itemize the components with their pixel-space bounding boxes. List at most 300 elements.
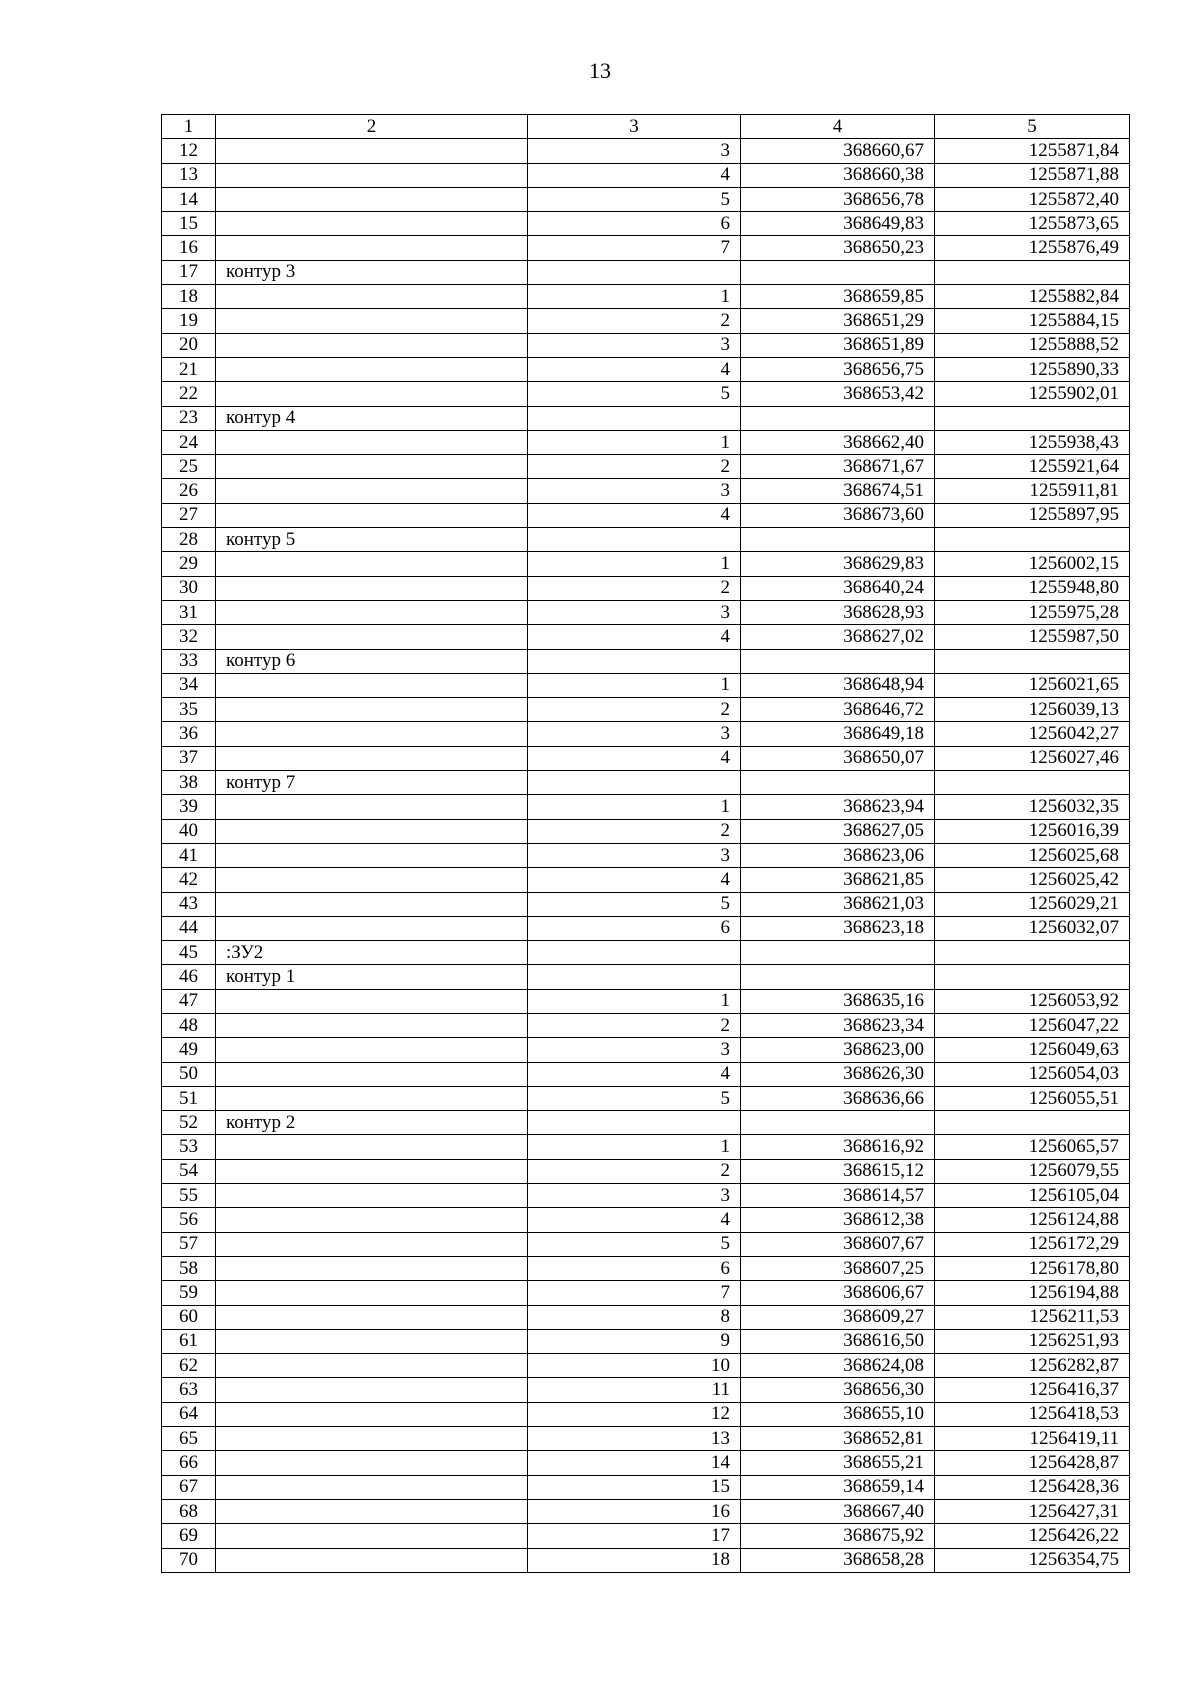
table-row	[162, 892, 1130, 916]
contour-label-cell	[216, 357, 528, 381]
table-row	[162, 1499, 1130, 1523]
x-coordinate-cell	[741, 649, 935, 673]
table-row	[162, 430, 1130, 454]
contour-label-cell	[216, 1013, 528, 1037]
point-number-cell	[528, 406, 741, 430]
x-coordinate-cell: 368646,72	[741, 698, 935, 722]
table-row	[162, 1402, 1130, 1426]
point-number-cell: 1	[528, 552, 741, 576]
point-number-cell	[528, 771, 741, 795]
table-row	[162, 673, 1130, 697]
row-number-cell: 15	[162, 212, 216, 236]
table-row	[162, 309, 1130, 333]
row-number-cell: 44	[162, 916, 216, 940]
table-row	[162, 1135, 1130, 1159]
contour-label-cell: :ЗУ2	[216, 941, 528, 965]
contour-label-cell	[216, 1451, 528, 1475]
y-coordinate-cell: 1256002,15	[935, 552, 1130, 576]
y-coordinate-cell: 1256428,87	[935, 1451, 1130, 1475]
y-coordinate-cell: 1256251,93	[935, 1329, 1130, 1353]
x-coordinate-cell: 368659,85	[741, 285, 935, 309]
point-number-cell: 17	[528, 1524, 741, 1548]
point-number-cell: 5	[528, 1086, 741, 1110]
row-number-cell: 21	[162, 357, 216, 381]
contour-label-cell: контур 1	[216, 965, 528, 989]
contour-label-cell	[216, 1159, 528, 1183]
table-row	[162, 1086, 1130, 1110]
row-number-cell: 40	[162, 819, 216, 843]
point-number-cell: 14	[528, 1451, 741, 1475]
x-coordinate-cell: 368649,18	[741, 722, 935, 746]
x-coordinate-cell: 368626,30	[741, 1062, 935, 1086]
x-coordinate-cell: 368648,94	[741, 673, 935, 697]
y-coordinate-cell: 1256065,57	[935, 1135, 1130, 1159]
row-number-cell: 52	[162, 1111, 216, 1135]
y-coordinate-cell: 1256172,29	[935, 1232, 1130, 1256]
table-row	[162, 1305, 1130, 1329]
point-number-cell: 2	[528, 819, 741, 843]
y-coordinate-cell: 1256049,63	[935, 1038, 1130, 1062]
y-coordinate-cell: 1256416,37	[935, 1378, 1130, 1402]
contour-label-cell	[216, 868, 528, 892]
point-number-cell: 12	[528, 1402, 741, 1426]
y-coordinate-cell: 1256418,53	[935, 1402, 1130, 1426]
y-coordinate-cell	[935, 406, 1130, 430]
point-number-cell	[528, 528, 741, 552]
y-coordinate-cell: 1255921,64	[935, 455, 1130, 479]
point-number-cell: 8	[528, 1305, 741, 1329]
x-coordinate-cell: 368616,50	[741, 1329, 935, 1353]
table-row	[162, 771, 1130, 795]
x-coordinate-cell: 368616,92	[741, 1135, 935, 1159]
row-number-cell: 63	[162, 1378, 216, 1402]
row-number-cell: 35	[162, 698, 216, 722]
contour-label-cell	[216, 1305, 528, 1329]
x-coordinate-cell: 368658,28	[741, 1548, 935, 1572]
table-row	[162, 1208, 1130, 1232]
row-number-cell: 70	[162, 1548, 216, 1572]
contour-label-cell	[216, 1354, 528, 1378]
point-number-cell: 4	[528, 503, 741, 527]
contour-label-cell	[216, 746, 528, 770]
y-coordinate-cell	[935, 941, 1130, 965]
row-number-cell: 37	[162, 746, 216, 770]
point-number-cell: 2	[528, 1013, 741, 1037]
y-coordinate-cell: 1256354,75	[935, 1548, 1130, 1572]
y-coordinate-cell: 1255872,40	[935, 187, 1130, 211]
row-number-cell: 51	[162, 1086, 216, 1110]
y-coordinate-cell: 1256027,46	[935, 746, 1130, 770]
row-number-cell: 54	[162, 1159, 216, 1183]
y-coordinate-cell: 1256054,03	[935, 1062, 1130, 1086]
point-number-cell: 5	[528, 382, 741, 406]
row-number-cell: 20	[162, 333, 216, 357]
point-number-cell: 3	[528, 1184, 741, 1208]
row-number-cell: 56	[162, 1208, 216, 1232]
y-coordinate-cell: 1255897,95	[935, 503, 1130, 527]
row-number-cell: 61	[162, 1329, 216, 1353]
y-coordinate-cell: 1256426,22	[935, 1524, 1130, 1548]
table-row	[162, 455, 1130, 479]
y-coordinate-cell: 1255871,84	[935, 139, 1130, 163]
row-number-cell: 59	[162, 1281, 216, 1305]
point-number-cell: 5	[528, 1232, 741, 1256]
page-number: 13	[589, 58, 611, 83]
row-number-cell: 69	[162, 1524, 216, 1548]
point-number-cell: 5	[528, 892, 741, 916]
contour-label-cell	[216, 1232, 528, 1256]
contour-label-cell	[216, 1208, 528, 1232]
contour-label-cell: контур 3	[216, 260, 528, 284]
x-coordinate-cell: 368623,00	[741, 1038, 935, 1062]
table-row	[162, 357, 1130, 381]
header-col-3: 3	[528, 115, 741, 139]
row-number-cell: 67	[162, 1475, 216, 1499]
x-coordinate-cell: 368653,42	[741, 382, 935, 406]
y-coordinate-cell: 1256029,21	[935, 892, 1130, 916]
contour-label-cell	[216, 285, 528, 309]
header-col-2: 2	[216, 115, 528, 139]
point-number-cell: 3	[528, 333, 741, 357]
table-row	[162, 625, 1130, 649]
x-coordinate-cell: 368651,29	[741, 309, 935, 333]
row-number-cell: 26	[162, 479, 216, 503]
table-row	[162, 1451, 1130, 1475]
y-coordinate-cell	[935, 965, 1130, 989]
row-number-cell: 65	[162, 1427, 216, 1451]
point-number-cell: 2	[528, 455, 741, 479]
y-coordinate-cell: 1255938,43	[935, 430, 1130, 454]
point-number-cell: 4	[528, 357, 741, 381]
contour-label-cell	[216, 1548, 528, 1572]
row-number-cell: 47	[162, 989, 216, 1013]
point-number-cell: 2	[528, 1159, 741, 1183]
x-coordinate-cell: 368615,12	[741, 1159, 935, 1183]
contour-label-cell	[216, 503, 528, 527]
table-row	[162, 819, 1130, 843]
x-coordinate-cell: 368623,34	[741, 1013, 935, 1037]
row-number-cell: 43	[162, 892, 216, 916]
x-coordinate-cell: 368635,16	[741, 989, 935, 1013]
table-row	[162, 212, 1130, 236]
x-coordinate-cell: 368662,40	[741, 430, 935, 454]
y-coordinate-cell: 1256194,88	[935, 1281, 1130, 1305]
y-coordinate-cell	[935, 649, 1130, 673]
y-coordinate-cell	[935, 771, 1130, 795]
contour-label-cell	[216, 819, 528, 843]
table-row	[162, 1013, 1130, 1037]
point-number-cell: 4	[528, 625, 741, 649]
x-coordinate-cell: 368609,27	[741, 1305, 935, 1329]
row-number-cell: 49	[162, 1038, 216, 1062]
point-number-cell: 13	[528, 1427, 741, 1451]
point-number-cell: 1	[528, 795, 741, 819]
point-number-cell: 1	[528, 430, 741, 454]
x-coordinate-cell: 368656,78	[741, 187, 935, 211]
y-coordinate-cell: 1255876,49	[935, 236, 1130, 260]
row-number-cell: 33	[162, 649, 216, 673]
row-number-cell: 62	[162, 1354, 216, 1378]
contour-label-cell	[216, 430, 528, 454]
x-coordinate-cell: 368636,66	[741, 1086, 935, 1110]
contour-label-cell	[216, 1427, 528, 1451]
y-coordinate-cell: 1256124,88	[935, 1208, 1130, 1232]
contour-label-cell	[216, 187, 528, 211]
x-coordinate-cell: 368675,92	[741, 1524, 935, 1548]
point-number-cell	[528, 649, 741, 673]
x-coordinate-cell	[741, 965, 935, 989]
x-coordinate-cell: 368655,21	[741, 1451, 935, 1475]
point-number-cell: 4	[528, 1062, 741, 1086]
x-coordinate-cell: 368623,06	[741, 843, 935, 867]
row-number-cell: 38	[162, 771, 216, 795]
table-row	[162, 916, 1130, 940]
point-number-cell: 3	[528, 139, 741, 163]
row-number-cell: 31	[162, 600, 216, 624]
contour-label-cell	[216, 236, 528, 260]
point-number-cell: 3	[528, 1038, 741, 1062]
table-row	[162, 163, 1130, 187]
row-number-cell: 46	[162, 965, 216, 989]
contour-label-cell	[216, 139, 528, 163]
contour-label-cell	[216, 1402, 528, 1426]
x-coordinate-cell	[741, 1111, 935, 1135]
table-row	[162, 1548, 1130, 1572]
contour-label-cell	[216, 722, 528, 746]
y-coordinate-cell: 1256178,80	[935, 1256, 1130, 1280]
contour-label-cell	[216, 1038, 528, 1062]
point-number-cell: 16	[528, 1499, 741, 1523]
contour-label-cell	[216, 309, 528, 333]
x-coordinate-cell: 368614,57	[741, 1184, 935, 1208]
row-number-cell: 66	[162, 1451, 216, 1475]
row-number-cell: 27	[162, 503, 216, 527]
table-row	[162, 528, 1130, 552]
point-number-cell: 3	[528, 600, 741, 624]
row-number-cell: 29	[162, 552, 216, 576]
contour-label-cell: контур 2	[216, 1111, 528, 1135]
y-coordinate-cell: 1256419,11	[935, 1427, 1130, 1451]
point-number-cell	[528, 941, 741, 965]
y-coordinate-cell: 1255948,80	[935, 576, 1130, 600]
x-coordinate-cell: 368655,10	[741, 1402, 935, 1426]
contour-label-cell	[216, 576, 528, 600]
table-row	[162, 1256, 1130, 1280]
table-row	[162, 1427, 1130, 1451]
point-number-cell: 7	[528, 236, 741, 260]
x-coordinate-cell: 368652,81	[741, 1427, 935, 1451]
table-header-row	[162, 115, 1130, 139]
row-number-cell: 50	[162, 1062, 216, 1086]
row-number-cell: 68	[162, 1499, 216, 1523]
y-coordinate-cell: 1256428,36	[935, 1475, 1130, 1499]
table-row	[162, 1354, 1130, 1378]
point-number-cell: 1	[528, 285, 741, 309]
contour-label-cell	[216, 212, 528, 236]
y-coordinate-cell: 1255871,88	[935, 163, 1130, 187]
contour-label-cell	[216, 892, 528, 916]
contour-label-cell	[216, 1062, 528, 1086]
y-coordinate-cell: 1256079,55	[935, 1159, 1130, 1183]
row-number-cell: 48	[162, 1013, 216, 1037]
row-number-cell: 16	[162, 236, 216, 260]
row-number-cell: 34	[162, 673, 216, 697]
y-coordinate-cell: 1256055,51	[935, 1086, 1130, 1110]
point-number-cell: 11	[528, 1378, 741, 1402]
table-row	[162, 1329, 1130, 1353]
x-coordinate-cell	[741, 528, 935, 552]
table-row	[162, 722, 1130, 746]
x-coordinate-cell: 368629,83	[741, 552, 935, 576]
row-number-cell: 55	[162, 1184, 216, 1208]
point-number-cell: 2	[528, 698, 741, 722]
x-coordinate-cell: 368628,93	[741, 600, 935, 624]
y-coordinate-cell	[935, 528, 1130, 552]
table-row	[162, 965, 1130, 989]
y-coordinate-cell: 1256053,92	[935, 989, 1130, 1013]
row-number-cell: 57	[162, 1232, 216, 1256]
point-number-cell: 1	[528, 989, 741, 1013]
x-coordinate-cell: 368651,89	[741, 333, 935, 357]
row-number-cell: 30	[162, 576, 216, 600]
point-number-cell: 6	[528, 916, 741, 940]
x-coordinate-cell: 368612,38	[741, 1208, 935, 1232]
table-row	[162, 941, 1130, 965]
row-number-cell: 58	[162, 1256, 216, 1280]
row-number-cell: 19	[162, 309, 216, 333]
point-number-cell: 3	[528, 843, 741, 867]
contour-label-cell: контур 7	[216, 771, 528, 795]
x-coordinate-cell: 368607,25	[741, 1256, 935, 1280]
point-number-cell: 5	[528, 187, 741, 211]
contour-label-cell	[216, 1475, 528, 1499]
table-row	[162, 1524, 1130, 1548]
table-row	[162, 1111, 1130, 1135]
table-row	[162, 187, 1130, 211]
y-coordinate-cell: 1256042,27	[935, 722, 1130, 746]
y-coordinate-cell: 1256282,87	[935, 1354, 1130, 1378]
x-coordinate-cell	[741, 406, 935, 430]
point-number-cell: 6	[528, 212, 741, 236]
y-coordinate-cell: 1256025,68	[935, 843, 1130, 867]
header-col-4: 4	[741, 115, 935, 139]
contour-label-cell	[216, 916, 528, 940]
contour-label-cell	[216, 989, 528, 1013]
row-number-cell: 42	[162, 868, 216, 892]
row-number-cell: 28	[162, 528, 216, 552]
y-coordinate-cell: 1255882,84	[935, 285, 1130, 309]
y-coordinate-cell	[935, 1111, 1130, 1135]
y-coordinate-cell: 1255987,50	[935, 625, 1130, 649]
x-coordinate-cell: 368656,75	[741, 357, 935, 381]
row-number-cell: 45	[162, 941, 216, 965]
contour-label-cell	[216, 1086, 528, 1110]
x-coordinate-cell: 368673,60	[741, 503, 935, 527]
contour-label-cell	[216, 382, 528, 406]
table-row	[162, 1038, 1130, 1062]
x-coordinate-cell	[741, 771, 935, 795]
table-row	[162, 576, 1130, 600]
table-row	[162, 600, 1130, 624]
x-coordinate-cell: 368659,14	[741, 1475, 935, 1499]
row-number-cell: 12	[162, 139, 216, 163]
contour-label-cell	[216, 1524, 528, 1548]
row-number-cell: 25	[162, 455, 216, 479]
y-coordinate-cell: 1256039,13	[935, 698, 1130, 722]
row-number-cell: 39	[162, 795, 216, 819]
table-row	[162, 139, 1130, 163]
row-number-cell: 24	[162, 430, 216, 454]
table-row	[162, 1159, 1130, 1183]
contour-label-cell	[216, 698, 528, 722]
row-number-cell: 36	[162, 722, 216, 746]
table-row	[162, 503, 1130, 527]
table-row	[162, 1232, 1130, 1256]
y-coordinate-cell: 1256032,07	[935, 916, 1130, 940]
point-number-cell: 1	[528, 1135, 741, 1159]
point-number-cell: 18	[528, 1548, 741, 1572]
row-number-cell: 17	[162, 260, 216, 284]
contour-label-cell	[216, 1256, 528, 1280]
point-number-cell: 4	[528, 746, 741, 770]
contour-label-cell	[216, 455, 528, 479]
point-number-cell: 2	[528, 309, 741, 333]
point-number-cell: 6	[528, 1256, 741, 1280]
x-coordinate-cell: 368650,23	[741, 236, 935, 260]
point-number-cell: 7	[528, 1281, 741, 1305]
x-coordinate-cell: 368667,40	[741, 1499, 935, 1523]
table-row	[162, 552, 1130, 576]
x-coordinate-cell: 368660,67	[741, 139, 935, 163]
x-coordinate-cell: 368674,51	[741, 479, 935, 503]
x-coordinate-cell	[741, 941, 935, 965]
y-coordinate-cell: 1255911,81	[935, 479, 1130, 503]
point-number-cell: 4	[528, 868, 741, 892]
x-coordinate-cell: 368627,02	[741, 625, 935, 649]
table-row	[162, 1062, 1130, 1086]
contour-label-cell	[216, 1184, 528, 1208]
contour-label-cell	[216, 1329, 528, 1353]
point-number-cell	[528, 965, 741, 989]
table-row	[162, 795, 1130, 819]
x-coordinate-cell: 368627,05	[741, 819, 935, 843]
y-coordinate-cell: 1255890,33	[935, 357, 1130, 381]
row-number-cell: 22	[162, 382, 216, 406]
row-number-cell: 18	[162, 285, 216, 309]
y-coordinate-cell: 1256025,42	[935, 868, 1130, 892]
contour-label-cell	[216, 479, 528, 503]
contour-label-cell	[216, 600, 528, 624]
x-coordinate-cell: 368621,03	[741, 892, 935, 916]
x-coordinate-cell: 368671,67	[741, 455, 935, 479]
table-row	[162, 989, 1130, 1013]
x-coordinate-cell: 368623,94	[741, 795, 935, 819]
x-coordinate-cell: 368606,67	[741, 1281, 935, 1305]
table-row	[162, 285, 1130, 309]
contour-label-cell: контур 4	[216, 406, 528, 430]
y-coordinate-cell: 1256032,35	[935, 795, 1130, 819]
row-number-cell: 41	[162, 843, 216, 867]
table-body	[162, 139, 1130, 1573]
y-coordinate-cell: 1255884,15	[935, 309, 1130, 333]
point-number-cell: 1	[528, 673, 741, 697]
table-row	[162, 746, 1130, 770]
header-col-1: 1	[162, 115, 216, 139]
contour-label-cell	[216, 795, 528, 819]
point-number-cell: 9	[528, 1329, 741, 1353]
y-coordinate-cell: 1255873,65	[935, 212, 1130, 236]
x-coordinate-cell: 368621,85	[741, 868, 935, 892]
